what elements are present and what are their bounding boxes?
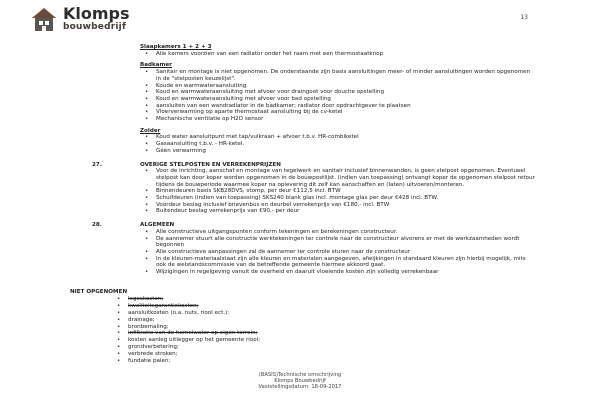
zolder-heading: Zolder	[140, 127, 161, 134]
zolder-list	[140, 134, 535, 154]
page-number: 13	[520, 14, 528, 21]
section-title: ALGEMEEN	[140, 222, 175, 229]
section-number: 27.	[92, 161, 102, 168]
section-28	[92, 222, 535, 276]
list-item: • Mechanische ventilatie op H2O sensor	[140, 116, 535, 123]
list-item: • legeskosten;	[112, 296, 450, 303]
main-content	[92, 44, 535, 276]
list-item: • infiltratie van de hemelwater op eigen terrein;	[112, 330, 450, 337]
list-item: • Voor de inrichting, aanschaf en montage van tegelwerk en sanitair inclusief binnenwanden, is geen stelpost opgenomen. Eventueel stelpost kan door koper worden opgenomen in de bouwpostlijst. (indien van toepassing) ontvangt koper de opgenomen stelpost retour tijdens de bouwperiode waarmee koper na oplevering dit zelf kan aanschaffen en (laten) uitvoeren/monteren.	[140, 168, 535, 188]
badkamer-heading: Badkamer	[140, 62, 172, 69]
list-item: • Sanitair en montage is niet opgenomen. De onderstaande zijn basis aansluitingen meer- of minder aansluitingen worden opgenomen in de "stelposten keuzelijst".	[140, 69, 535, 82]
brand-name: Klomps	[63, 4, 130, 23]
list-item: • aansluiten van een wandradiator in de badkamer; radiator door opdrachtgever te plaatsen	[140, 103, 535, 110]
footer-line: (BASIS)Technische omschrijving	[258, 372, 342, 378]
brand-subtitle: bouwbedrijf	[63, 22, 127, 32]
section-number: 28.	[92, 222, 102, 229]
list-item: • Wijzigingen in regelgeving vanuit de overheid en daaruit vloeiende kosten zijn volledig verrekenbaar	[140, 269, 535, 276]
list-item: • kosten aanleg uitlegger op het gemeente riool;	[112, 337, 450, 344]
company-logo	[30, 4, 130, 34]
niet-opgenomen-heading: NIET OPGENOMEN	[70, 289, 128, 295]
list-item: • Schuifdeuren (indien van toepassing) SKS240 blank glas incl. montage glas per deur €428 incl. BTW.	[140, 195, 535, 202]
section-27	[92, 161, 535, 216]
list-item: • verbrede stroken;	[112, 351, 450, 358]
list-item: • kwaliteitsgarantiekosten;	[112, 303, 450, 310]
section-title: OVERIGE STELPOSTEN EN VERREKENPRIJZEN	[140, 161, 281, 168]
section-27-list	[140, 168, 535, 215]
niet-opgenomen-section	[70, 289, 450, 365]
slaapkamers-list	[140, 51, 535, 58]
section-28-list	[140, 229, 535, 276]
slaapkamers-heading: Slaapkamers 1 + 2 + 3	[140, 44, 212, 50]
list-item: • In de kleuren-materiaalstaat zijn alle kleuren en materialen aangegeven, afwijkingen in standaard kleuren zijn hierbij mogelijk, mits ook de welstandscommissie van de betreffende gemeente hiermee akkoord gaat.	[140, 256, 535, 269]
list-item: • aansluitkosten (o.a. nuts, riool ect.);	[112, 310, 450, 317]
page-footer	[0, 372, 600, 391]
list-item: • Alle constructieve uitgangspunten conform tekeningen en berekeningen constructeur.	[140, 229, 535, 236]
badkamer-list	[140, 69, 535, 123]
footer-line: Vaststellingsdatum: 18-09-2017	[258, 384, 342, 391]
list-item: • Vloerverwarming op aparte thermostaat aansluiting bij de cv-ketel	[140, 109, 535, 116]
list-item: • Gasaansluiting t.b.v. - HR-ketel.	[140, 141, 535, 148]
house-logo-icon	[30, 5, 58, 33]
list-item: • Koude en warmwateraansluiting	[140, 83, 535, 90]
list-item: • Koud en warmwateraansluiting met afvoer voor draingoot voor douche opstelling	[140, 89, 535, 96]
list-item: • Alle constructieve aanpassingen zal de aannemer ter controle sturen naar de constructeur	[140, 249, 535, 256]
list-item: • Voordeur beslag inclusief brievenbus en deurbel verrekenprijs van €180,- incl. BTW	[140, 202, 535, 209]
list-item: • Koud en warmwateraansluiting met afvoer voor bad opstelling	[140, 96, 535, 103]
list-item: • Binnendeuren basis SKB28DVS, stomp, per deur €112,5 incl. BTW	[140, 188, 535, 195]
list-item: • Géén verwarming	[140, 148, 535, 155]
list-item: • Koud water aansluitpunt met tap/vulkraan + afvoer t.b.v. HR-combiketel	[140, 134, 535, 141]
list-item: • Buitendeur beslag verrekenprijs van €90,- per deur	[140, 208, 535, 215]
list-item: • drainage;	[112, 317, 450, 324]
list-item: • bronbemaling;	[112, 324, 450, 331]
list-item: • fundatie palen;	[112, 358, 450, 365]
list-item: • Alle kamers voorzien van een radiator onder het raam met een thermostaatknop	[140, 51, 535, 58]
list-item: • grondverbetering;	[112, 344, 450, 351]
niet-opgenomen-list	[112, 296, 450, 365]
footer-line: Klomps Bouwbedrijf	[274, 378, 326, 385]
list-item: • De aannemer stuurt alle constructie werktekeningen ter controle naar de constructeur alvorens er met de werkzaamheden wordt begonnen	[140, 236, 535, 249]
